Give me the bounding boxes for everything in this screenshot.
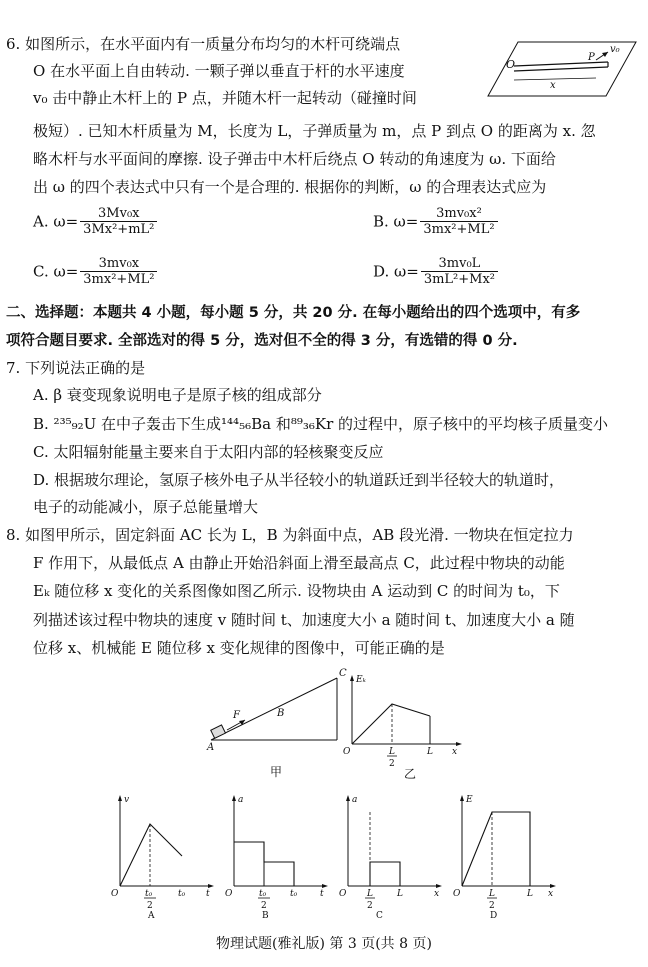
graph-d-ylabel: E (466, 795, 473, 805)
yi-half: L (389, 747, 395, 757)
graph-b-caption: B (262, 911, 269, 921)
q6-line-2: O 在水平面上自由转动. 一颗子弹以垂直于杆的水平速度 (33, 62, 405, 80)
page-footer: 物理试题(雅礼版) 第 3 页(共 8 页) (216, 936, 432, 952)
q7-option-a: A. β 衰变现象说明电子是原子核的组成部分 (33, 386, 322, 404)
q6-option-c (33, 256, 157, 287)
graph-a-xlabel: t (206, 889, 210, 899)
q6-option-a-num: 3Mv₀x (80, 206, 157, 222)
graph-d-origin: O (453, 889, 461, 899)
q6-fig-p-label: P (588, 52, 595, 63)
q6-option-d-num: 3mv₀L (421, 256, 498, 272)
graph-c-origin: O (339, 889, 347, 899)
q6-line-6: 出 ω 的四个表达式中只有一个是合理的. 根据你的判断，ω 的合理表达式应为 (33, 178, 547, 196)
q6-option-d-label: D. ω= (373, 262, 419, 281)
q8-line-5: 位移 x、机械能 E 随位移 x 变化规律的图像中，可能正确的是 (33, 639, 445, 657)
yi-half-den: 2 (389, 759, 395, 769)
q6-option-d (373, 256, 498, 287)
q6-option-b-num: 3mv₀x² (420, 206, 497, 222)
jia-label-c: C (339, 668, 347, 679)
jia-label-a: A (207, 742, 215, 753)
q6-fig-o-label: O (506, 58, 516, 71)
graph-c (336, 790, 448, 920)
graph-c-tick-mid: L (367, 889, 373, 899)
q8-line-2: F 作用下，从最低点 A 由静止开始沿斜面上滑至最高点 C，此过程中物块的动能 (33, 554, 565, 572)
q6-option-c-num: 3mv₀x (80, 256, 157, 272)
q8-line-1: 8. 如图甲所示，固定斜面 AC 长为 L，B 为斜面中点，AB 段光滑. 一物块在恒定拉力 (6, 526, 574, 544)
jia-label-b: B (277, 708, 285, 719)
q7-option-d: D. 根据玻尔理论，氢原子核外电子从半径较小的轨道跃迁到半径较大的轨道时， (33, 471, 565, 489)
graph-b-tick-mid: t₀ (259, 889, 267, 899)
q6-option-b-den: 3mx²+ML² (423, 222, 495, 237)
graph-d-tick-end: L (527, 889, 533, 899)
graph-b (222, 790, 334, 920)
q6-figure (488, 36, 638, 100)
q8-line-4: 列描述该过程中物块的速度 v 随时间 t、加速度大小 a 随时间 t、加速度大小 a 随 (33, 611, 575, 629)
jia-label-f: F (233, 710, 240, 721)
graph-a-origin: O (111, 889, 119, 899)
graph-b-tick-mid-den: 2 (261, 901, 267, 911)
q8-line-3: Eₖ 随位移 x 变化的关系图像如图乙所示. 设物块由 A 运动到 C 的时间为 t₀，下 (33, 582, 560, 600)
section2-line-1: 二、选择题：本题共 4 小题，每小题 5 分，共 20 分. 在每小题给出的四个选项中，有多 (6, 305, 581, 321)
yi-ylabel: Eₖ (356, 675, 366, 685)
jia-caption: 甲 (270, 765, 283, 779)
graph-a-tick-mid: t₀ (145, 889, 153, 899)
graph-a-caption: A (148, 911, 155, 921)
q6-option-c-den: 3mx²+ML² (83, 272, 155, 287)
q6-option-d-den: 3mL²+Mx² (423, 272, 496, 287)
graph-a-tick-mid-den: 2 (147, 901, 153, 911)
graph-c-tick-end: L (397, 889, 403, 899)
yi-xlabel: x (452, 747, 458, 757)
graph-a-ylabel: v (124, 795, 130, 805)
graph-c-ylabel: a (352, 795, 358, 805)
q7-stem: 7. 下列说法正确的是 (6, 359, 146, 377)
q6-line-5: 略木杆与水平面间的摩擦. 设子弹击中木杆后绕点 O 转动的角速度为 ω. 下面给 (33, 150, 556, 168)
q6-line-1: 6. 如图所示，在水平面内有一质量分布均匀的木杆可绕端点 (6, 35, 401, 53)
graph-d (450, 790, 562, 920)
q8-figure-yi (340, 672, 470, 782)
q6-option-b (373, 206, 498, 237)
yi-full: L (427, 747, 433, 757)
q6-fig-x-label: x (550, 80, 556, 91)
graph-d-caption: D (490, 911, 498, 921)
q6-option-c-label: C. ω= (33, 262, 79, 281)
section2-line-2: 项符合题目要求. 全部选对的得 5 分，选对但不全的得 3 分，有选错的得 0 分. (6, 333, 518, 349)
graph-a (108, 790, 220, 920)
graph-d-tick-mid-den: 2 (489, 901, 495, 911)
graph-c-xlabel: x (434, 889, 440, 899)
yi-caption: 乙 (404, 767, 417, 781)
graph-b-origin: O (225, 889, 233, 899)
graph-d-tick-mid: L (489, 889, 495, 899)
q6-option-a-den: 3Mx²+mL² (83, 222, 155, 237)
q7-option-b: B. ²³⁵₉₂U 在中子轰击下生成¹⁴⁴₅₆Ba 和⁸⁹₃₆Kr 的过程中，原子核中的平均核子质量变小 (33, 415, 609, 433)
yi-origin: O (343, 747, 351, 757)
graph-b-ylabel: a (238, 795, 244, 805)
graph-d-xlabel: x (548, 889, 554, 899)
q7-option-c: C. 太阳辐射能量主要来自于太阳内部的轻核聚变反应 (33, 443, 384, 461)
graph-c-caption: C (376, 911, 383, 921)
q6-option-b-label: B. ω= (373, 212, 419, 231)
graph-b-xlabel: t (320, 889, 324, 899)
graph-c-tick-mid-den: 2 (367, 901, 373, 911)
graph-b-tick-end: t₀ (290, 889, 298, 899)
graph-a-tick-end: t₀ (178, 889, 186, 899)
q6-fig-v0-label: v₀ (610, 44, 620, 55)
q6-line-3: v₀ 击中静止木杆上的 P 点，并随木杆一起转动（碰撞时间 (33, 89, 417, 107)
q7-option-d-cont: 电子的动能减小，原子总能量增大 (33, 498, 259, 516)
q6-line-4: 极短）. 已知木杆质量为 M，长度为 L，子弹质量为 m，点 P 到点 O 的距离为 x. 忽 (33, 122, 596, 140)
q8-figure-jia (205, 670, 350, 780)
q6-option-a (33, 206, 157, 237)
q6-option-a-label: A. ω= (33, 212, 79, 231)
